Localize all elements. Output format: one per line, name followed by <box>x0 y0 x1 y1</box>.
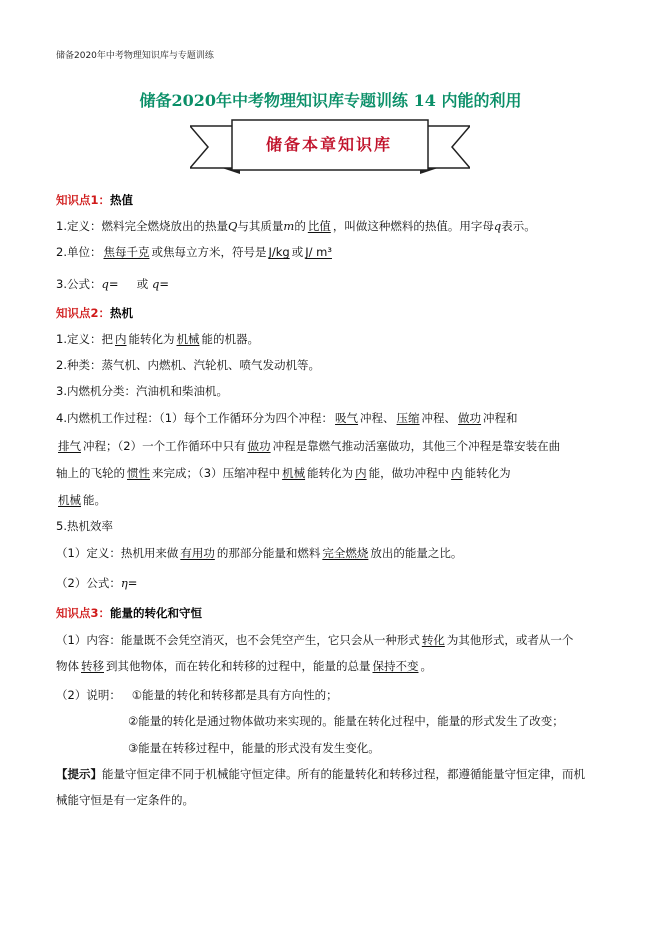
kp2-line-5 <box>56 438 560 454</box>
text: （1）定义：热机用来做 <box>56 546 179 560</box>
blank-answer: J/ m³ <box>305 245 332 259</box>
banner-label: 储备本章知识库 <box>265 135 392 154</box>
blank-answer: 排气 <box>58 439 81 453</box>
blank-answer: 压缩 <box>396 411 420 425</box>
kp1-label: 知识点1： <box>56 193 111 207</box>
blank-answer: 内 <box>355 466 367 480</box>
text: 的 <box>294 219 306 233</box>
text: = <box>159 277 169 291</box>
kp3-label: 知识点3： <box>56 606 111 620</box>
blank-answer: 内 <box>114 332 127 346</box>
text: 能量守恒定律不同于机械能守恒定律。所有的能量转化和转移过程，都遵循能量守恒定律，而机 <box>102 767 585 781</box>
text: 或 <box>136 277 149 291</box>
text: 表示。 <box>501 219 536 233</box>
var-Q: Q <box>227 219 238 233</box>
kp2-label: 知识点2： <box>56 306 111 320</box>
text: 来完成；（3）压缩冲程中 <box>152 466 281 480</box>
text: 冲程；（2）一个工作循环中只有 <box>83 439 246 453</box>
kp3-line-1 <box>56 632 573 648</box>
text: 放出的能量之比。 <box>370 546 463 560</box>
kp2-line-2: 2.种类：蒸气机、内燃机、汽轮机、喷气发动机等。 <box>56 358 320 372</box>
var-eta: η <box>120 576 128 590</box>
kp3-name: 能量的转化和守恒 <box>110 606 203 620</box>
kp3-heading <box>56 605 202 621</box>
document-title: 储备2020年中考物理知识库专题训练 14 内能的利用 <box>139 91 522 110</box>
text: 冲程、 <box>421 411 457 425</box>
kp1-heading <box>56 192 133 208</box>
text: 能转化为 <box>307 466 354 480</box>
kp1-line-1 <box>56 218 536 234</box>
kp2-heading <box>56 305 133 321</box>
kp2-line-10 <box>56 575 137 591</box>
text: 2.单位： <box>56 245 102 259</box>
blank-answer: 机械 <box>58 493 81 507</box>
kp2-line-6 <box>56 465 511 481</box>
tip-line-2: 械能守恒是有一定条件的。 <box>56 793 194 807</box>
blank-answer: 保持不变 <box>372 659 419 673</box>
text: 冲程是靠燃气推动活塞做功，其他三个冲程是靠安装在曲 <box>272 439 561 453</box>
text: （1）内容：能量既不会凭空消灭，也不会凭空产生，它只会从一种形式 <box>56 633 420 647</box>
text: 1.定义：燃料完全燃烧放出的热量 <box>56 219 228 233</box>
var-q: q <box>151 277 160 291</box>
blank-answer: 吸气 <box>335 411 359 425</box>
var-q: q <box>493 219 502 233</box>
var-q: q <box>101 277 109 291</box>
text: = <box>127 576 138 590</box>
kp2-line-4 <box>56 410 518 426</box>
text: 能，做功冲程中 <box>368 466 450 480</box>
blank-answer: J/kg <box>268 245 290 259</box>
text: ，叫做这种燃料的热值。用字母 <box>332 219 494 233</box>
text: 4.内燃机工作过程：（1）每个工作循环分为四个冲程： <box>56 411 334 425</box>
text: 到其他物体，而在转化和转移的过程中，能量的总量 <box>106 659 371 673</box>
blank-answer: 做功 <box>458 411 482 425</box>
blank-answer: 完全燃烧 <box>322 546 369 560</box>
text: 或焦每立方米，符号是 <box>151 245 267 259</box>
blank-answer: 做功 <box>247 439 271 453</box>
text: 能的机器。 <box>201 332 259 346</box>
text: 3.公式： <box>56 277 102 291</box>
var-m: m <box>283 219 295 233</box>
text: 物体 <box>56 659 79 673</box>
text: 的那部分能量和燃料 <box>216 546 321 560</box>
text: 。 <box>420 659 432 673</box>
kp3-line-5: ③能量在转移过程中，能量的形式没有发生变化。 <box>128 741 380 755</box>
kp2-name: 热机 <box>110 306 134 320</box>
text: （2）公式： <box>56 576 121 590</box>
kp3-line-3 <box>56 687 338 703</box>
blank-answer: 机械 <box>282 466 306 480</box>
kp2-line-9 <box>56 545 462 561</box>
text: 冲程和 <box>483 411 518 425</box>
blank-answer: 内 <box>451 466 463 480</box>
kp1-line-2 <box>56 244 334 260</box>
kp2-line-8: 5.热机效率 <box>56 519 113 533</box>
kp3-line-4: ②能量的转化是通过物体做功来实现的。能量在转化过程中，能量的形式发生了改变； <box>128 714 564 728</box>
tip-line-1 <box>56 766 585 782</box>
text: 能转化为 <box>128 332 175 346</box>
page-header: 储备2020年中考物理知识库与专题训练 <box>56 51 214 61</box>
blank-answer: 转移 <box>81 659 104 673</box>
kp1-line-3 <box>56 276 169 292</box>
text: 为其他形式，或者从一个 <box>446 633 574 647</box>
kp2-line-3: 3.内燃机分类：汽油机和柴油机。 <box>56 384 228 398</box>
kp2-line-1 <box>56 331 259 347</box>
blank-answer: 转化 <box>421 633 445 647</box>
kp3-line-2 <box>56 658 432 674</box>
text: 冲程、 <box>360 411 395 425</box>
tip-label: 【提示】 <box>56 767 102 781</box>
blank-answer: 比值 <box>307 219 331 233</box>
text: 能。 <box>83 493 106 507</box>
kp1-name: 热值 <box>110 193 134 207</box>
kp2-line-7 <box>56 492 106 508</box>
blank-answer: 焦每千克 <box>103 245 150 259</box>
blank-answer: 有用功 <box>180 546 215 560</box>
text: 能转化为 <box>464 466 511 480</box>
text: 1.定义：把 <box>56 332 113 346</box>
text: 或 <box>291 245 304 259</box>
text: 轴上的飞轮的 <box>56 466 125 480</box>
blank-answer: 惯性 <box>127 466 150 480</box>
text: 与其质量 <box>237 219 284 233</box>
text: （2）说明： <box>56 688 121 702</box>
text: ①能量的转化和转移都是具有方向性的； <box>131 688 338 702</box>
text: = <box>108 277 119 291</box>
blank-answer: 机械 <box>176 332 200 346</box>
